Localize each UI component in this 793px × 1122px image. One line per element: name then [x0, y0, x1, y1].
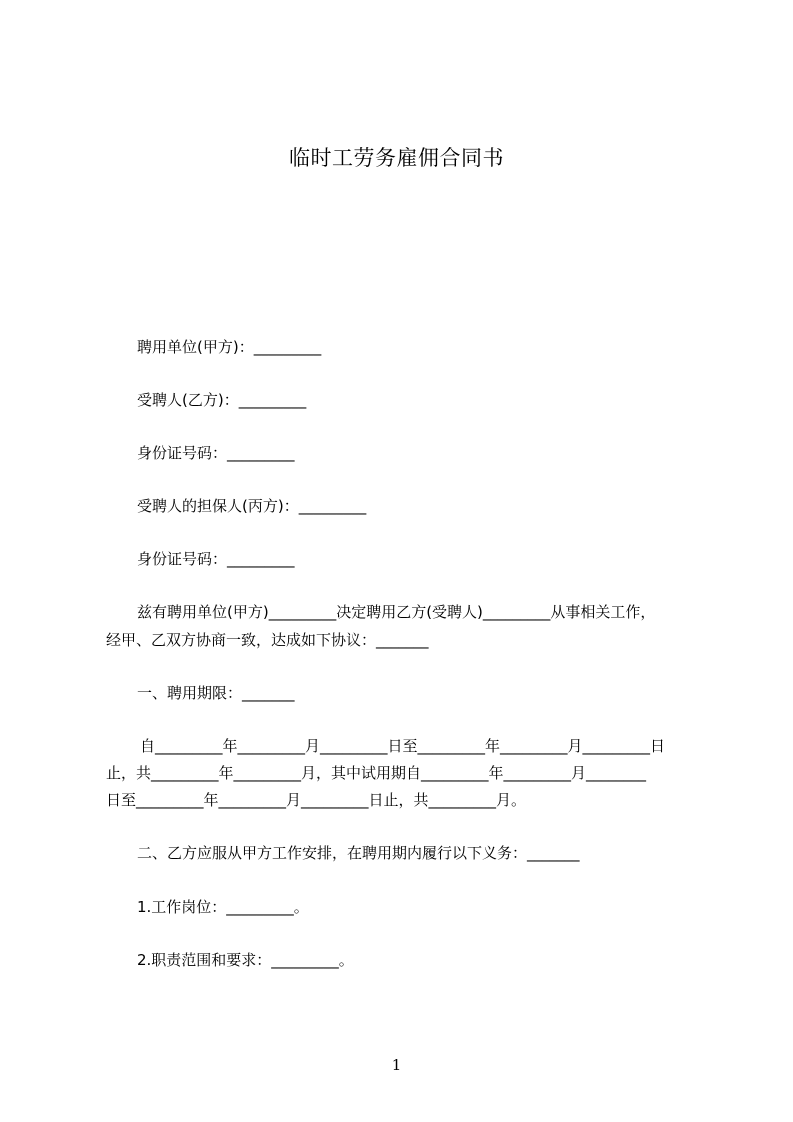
- duty-item-2: 2.职责范围和要求：_________。: [137, 951, 354, 969]
- duty-item-1: 1.工作岗位：_________。: [137, 898, 309, 916]
- intro-line-1: 兹有聘用单位(甲方)_________决定聘用乙方(受聘人)_________从事相关工作，: [137, 603, 656, 621]
- guarantor-id-field: 身份证号码：_________: [137, 550, 295, 568]
- employee-id-field: 身份证号码：_________: [137, 444, 295, 462]
- term-line-3: 日至_________年_________月_________日止，共_________月。: [106, 791, 527, 809]
- page-number: 1: [391, 1056, 402, 1074]
- employee-field: 受聘人(乙方)：_________: [137, 391, 307, 409]
- document-title: 临时工劳务雇佣合同书: [289, 146, 504, 170]
- term-line-2: 止，共_________年_________月，其中试用期自_________年_________月________: [106, 764, 647, 782]
- section-1-heading: 一、聘用期限：_______: [137, 684, 295, 702]
- intro-line-2: 经甲、乙双方协商一致，达成如下协议：_______: [106, 631, 429, 649]
- employer-field: 聘用单位(甲方)：_________: [137, 338, 322, 356]
- guarantor-field: 受聘人的担保人(丙方)：_________: [137, 497, 367, 515]
- section-2-heading: 二、乙方应服从甲方工作安排，在聘用期内履行以下义务：_______: [137, 844, 580, 862]
- term-line-1: 自_________年_________月_________日至_________年_________月_________日: [140, 737, 666, 755]
